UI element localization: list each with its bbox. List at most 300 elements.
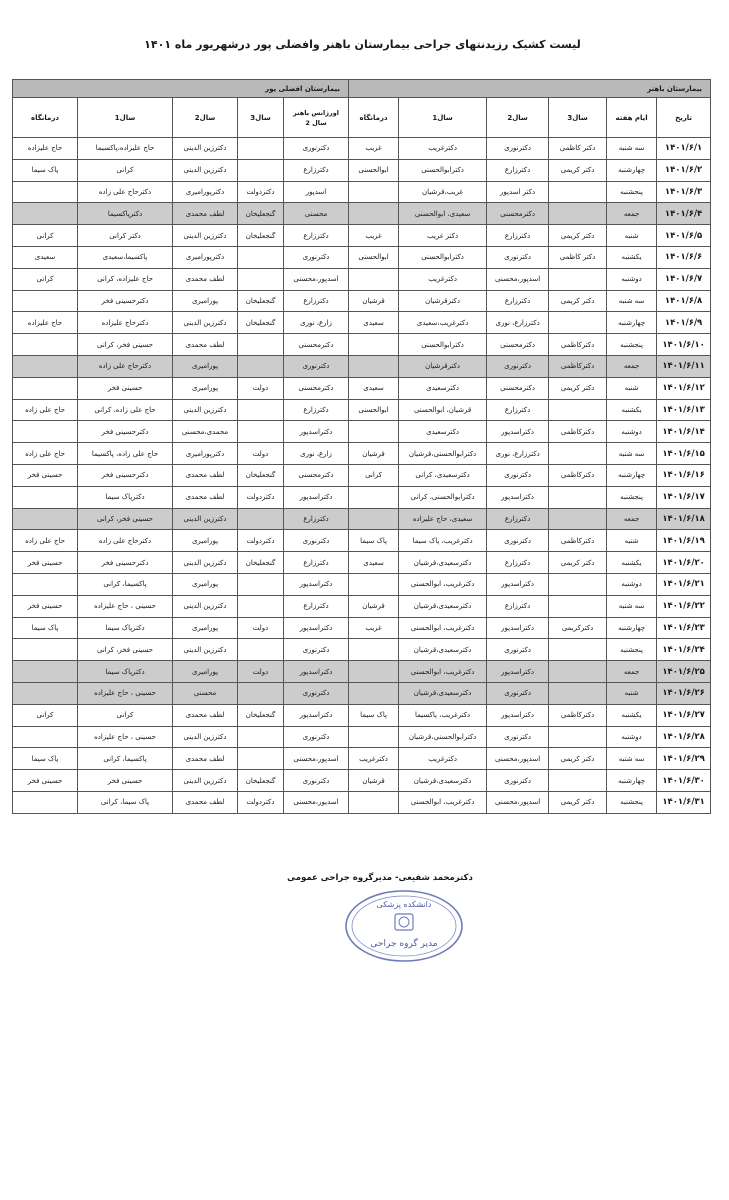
cell-date: ۱۴۰۱/۶/۱ [657,138,711,160]
cell-bahonar-clinic [349,639,399,661]
cell-afzalipour-year1: دکترحاج علی زاده [78,530,173,552]
cell-bahonar-year3 [549,682,607,704]
cell-afzalipour-year2: دکترزین الدینی [173,639,238,661]
table-row [13,138,711,160]
cell-bahonar-clinic: قرشیان [349,595,399,617]
cell-emergency: دکتراسدپور [284,617,349,639]
cell-afzalipour-year1: پاک سیما، کرانی [78,791,173,813]
table-row [13,464,711,486]
cell-emergency: دکترزارع [284,552,349,574]
header-emergency [284,98,349,138]
table-row [13,770,711,792]
cell-bahonar-year2: دکترزارع، نوری [487,443,549,465]
cell-bahonar-year3 [549,726,607,748]
cell-weekday: جمعه [607,355,657,377]
cell-afzalipour-clinic: حسینی فخر [13,464,78,486]
cell-bahonar-clinic [349,661,399,683]
cell-afzalipour-year3: گنجعلیخان [238,290,284,312]
cell-afzalipour-year2: پورامیری [173,530,238,552]
cell-weekday: پنجشنبه [607,486,657,508]
cell-afzalipour-clinic [13,290,78,312]
cell-bahonar-year1: دکترغریب،سعیدی [399,312,487,334]
cell-bahonar-year1: دکترسعیدی،قرشیان [399,552,487,574]
cell-afzalipour-year1: پاکسیما،سعیدی [78,246,173,268]
cell-bahonar-year1: دکترسعیدی،قرشیان [399,595,487,617]
cell-bahonar-year3 [549,508,607,530]
cell-bahonar-year1: غریب،قرشیان [399,181,487,203]
cell-emergency: دکترنوری [284,639,349,661]
cell-emergency: اسدپور،محسنی [284,268,349,290]
cell-afzalipour-year1: دکترحسینی فخر [78,552,173,574]
cell-bahonar-year3 [549,639,607,661]
cell-afzalipour-year1: حاج علیزاده،پاکسیما [78,138,173,160]
cell-bahonar-year1: دکترسعیدی [399,421,487,443]
cell-afzalipour-year3: گنجعلیخان [238,203,284,225]
cell-bahonar-year3: دکترکریمی [549,617,607,639]
hospital-group-row [13,80,711,98]
cell-bahonar-year1: دکترقرشیان [399,355,487,377]
cell-bahonar-year2: دکترزارع [487,508,549,530]
cell-afzalipour-year3 [238,508,284,530]
cell-bahonar-clinic: دکترغریب [349,748,399,770]
cell-bahonar-year2: دکتراسدپور [487,421,549,443]
cell-bahonar-year2: دکتراسدپور [487,661,549,683]
cell-afzalipour-clinic: سعیدی [13,246,78,268]
cell-afzalipour-clinic [13,486,78,508]
cell-weekday: پنجشنبه [607,334,657,356]
cell-weekday: دوشنبه [607,421,657,443]
cell-date: ۱۴۰۱/۶/۶ [657,246,711,268]
cell-afzalipour-clinic: کرانی [13,225,78,247]
cell-afzalipour-year3 [238,726,284,748]
cell-emergency: دکتراسدپور [284,486,349,508]
cell-date: ۱۴۰۱/۶/۹ [657,312,711,334]
cell-afzalipour-year1: کرانی [78,159,173,181]
document-title: لیست کشیک رزیدنتهای جراحی بیمارستان باهنر وافضلی پور درشهریور ماه ۱۴۰۱ [144,38,581,51]
cell-afzalipour-year2: پورامیری [173,290,238,312]
header-emergency-line2: سال 2 [305,118,327,127]
cell-bahonar-year2: دکترنوری [487,138,549,160]
cell-bahonar-year3: دکترکاظمی [549,355,607,377]
cell-bahonar-year1: دکترسعیدی،قرشیان [399,682,487,704]
cell-bahonar-year3 [549,181,607,203]
cell-bahonar-clinic [349,181,399,203]
table-row [13,312,711,334]
cell-afzalipour-clinic: حسینی فخر [13,552,78,574]
cell-afzalipour-year3: دکتردولت [238,486,284,508]
cell-weekday: چهارشنبه [607,617,657,639]
cell-bahonar-year2: اسدپور،محسنی [487,748,549,770]
cell-bahonar-year1: دکترسعیدی،قرشیان [399,770,487,792]
cell-bahonar-year2: دکترمحسنی [487,334,549,356]
cell-bahonar-year2: دکترزارع [487,225,549,247]
cell-bahonar-year3: دکتر کریمی [549,552,607,574]
cell-afzalipour-year2: دکترپورامیری [173,181,238,203]
cell-emergency: دکتراسدپور [284,573,349,595]
cell-weekday: چهارشنبه [607,770,657,792]
cell-afzalipour-year2: دکترزین الدینی [173,595,238,617]
cell-bahonar-clinic: کرانی [349,464,399,486]
cell-emergency: دکترنوری [284,682,349,704]
cell-bahonar-clinic: ابوالحسنی [349,399,399,421]
table-row [13,486,711,508]
cell-bahonar-clinic: سعیدی [349,377,399,399]
cell-afzalipour-clinic: حاج علی زاده [13,399,78,421]
column-header-row [13,98,711,138]
cell-bahonar-year1: دکترابوالحسنی [399,246,487,268]
cell-bahonar-year2: دکترزارع [487,552,549,574]
cell-emergency: دکترنوری [284,770,349,792]
cell-date: ۱۴۰۱/۶/۲۲ [657,595,711,617]
header-date: تاریخ [657,98,711,138]
cell-afzalipour-year2: دکترپورامیری [173,246,238,268]
cell-weekday: جمعه [607,203,657,225]
table-row [13,508,711,530]
cell-weekday: دوشنبه [607,268,657,290]
cell-afzalipour-clinic [13,682,78,704]
cell-afzalipour-year2: پورامیری [173,355,238,377]
cell-weekday: شنبه [607,530,657,552]
cell-afzalipour-year3 [238,421,284,443]
header-afzalipour-year3: سال3 [238,98,284,138]
cell-afzalipour-year2: پورامیری [173,617,238,639]
cell-afzalipour-clinic: حسینی فخر [13,770,78,792]
cell-afzalipour-year2: لطف محمدی [173,704,238,726]
cell-afzalipour-year2: محسنی [173,682,238,704]
header-bahonar-clinic: درمانگاه [349,98,399,138]
cell-afzalipour-year3 [238,246,284,268]
cell-date: ۱۴۰۱/۶/۱۹ [657,530,711,552]
cell-bahonar-year3: دکتر کریمی [549,748,607,770]
table-row [13,573,711,595]
cell-emergency: محسنی [284,203,349,225]
cell-bahonar-clinic: ابوالحسنی [349,246,399,268]
cell-bahonar-year3 [549,312,607,334]
cell-afzalipour-clinic: حاج علیزاده [13,312,78,334]
cell-bahonar-clinic [349,355,399,377]
cell-bahonar-clinic: قرشیان [349,770,399,792]
cell-weekday: چهارشنبه [607,159,657,181]
cell-afzalipour-year3 [238,138,284,160]
cell-afzalipour-year2: دکترزین الدینی [173,508,238,530]
cell-date: ۱۴۰۱/۶/۱۷ [657,486,711,508]
table-row [13,595,711,617]
cell-afzalipour-year3 [238,355,284,377]
cell-bahonar-year2: دکترنوری [487,726,549,748]
table-row [13,203,711,225]
cell-bahonar-year3: دکتر کاظمی [549,138,607,160]
cell-emergency: دکترزارع [284,399,349,421]
cell-bahonar-year2: دکترزارع [487,595,549,617]
cell-bahonar-year1: دکترغریب، ابوالحسنی [399,617,487,639]
cell-afzalipour-clinic: حاج علیزاده [13,138,78,160]
cell-bahonar-year1: دکترغریب [399,138,487,160]
cell-bahonar-year1: دکترسعیدی، کرانی [399,464,487,486]
cell-bahonar-clinic [349,791,399,813]
cell-afzalipour-clinic [13,508,78,530]
cell-afzalipour-year1: دکترحسینی فخر [78,464,173,486]
cell-afzalipour-year3: گنجعلیخان [238,770,284,792]
header-bahonar-year1: سال1 [399,98,487,138]
cell-afzalipour-year1: حسینی فخر [78,377,173,399]
cell-weekday: شنبه [607,377,657,399]
cell-bahonar-year1: دکترابوالحسنی، کرانی [399,486,487,508]
cell-afzalipour-year2: دکترزین الدینی [173,225,238,247]
cell-bahonar-clinic [349,573,399,595]
table-row [13,748,711,770]
cell-bahonar-year2: دکترمحسنی [487,377,549,399]
cell-weekday: پنجشنبه [607,639,657,661]
cell-date: ۱۴۰۱/۶/۱۱ [657,355,711,377]
table-row [13,639,711,661]
table-row [13,617,711,639]
cell-bahonar-year3: دکترکاظمی [549,334,607,356]
cell-emergency: دکتراسدپور [284,421,349,443]
header-weekday: ایام هفته [607,98,657,138]
cell-bahonar-clinic: غریب [349,617,399,639]
cell-bahonar-year1: قرشیان، ابوالحسنی [399,399,487,421]
cell-emergency: اسدپور،محسنی [284,791,349,813]
cell-date: ۱۴۰۱/۶/۱۶ [657,464,711,486]
schedule-sheet [12,79,710,814]
cell-afzalipour-clinic: حسینی فخر [13,595,78,617]
cell-afzalipour-year3: گنجعلیخان [238,552,284,574]
cell-afzalipour-year3 [238,595,284,617]
cell-date: ۱۴۰۱/۶/۲۷ [657,704,711,726]
cell-bahonar-year1: سعیدی، حاج علیزاده [399,508,487,530]
cell-date: ۱۴۰۱/۶/۸ [657,290,711,312]
table-row [13,355,711,377]
header-emergency-line1: اورژانس باهنر [293,108,339,117]
group-afzalipour: بیمارستان افضلی پور [13,80,349,98]
table-row [13,377,711,399]
cell-date: ۱۴۰۱/۶/۱۰ [657,334,711,356]
cell-afzalipour-clinic [13,661,78,683]
header-afzalipour-year1: سال1 [78,98,173,138]
cell-afzalipour-year3: دولت [238,443,284,465]
table-row [13,726,711,748]
cell-weekday: یکشنبه [607,552,657,574]
cell-bahonar-clinic: سعیدی [349,312,399,334]
cell-bahonar-clinic [349,268,399,290]
cell-bahonar-year1: دکترابوالحسنی [399,159,487,181]
cell-bahonar-year3 [549,268,607,290]
cell-bahonar-clinic: ابوالحسنی [349,159,399,181]
cell-date: ۱۴۰۱/۶/۴ [657,203,711,225]
cell-weekday: چهارشنبه [607,464,657,486]
cell-afzalipour-year1: کرانی [78,704,173,726]
stamp-top-text: دانشکده پزشکی [376,900,432,909]
cell-afzalipour-year1: دکترپاکسیما [78,203,173,225]
cell-weekday: شنبه [607,682,657,704]
group-bahonar: بیمارستان باهنر [349,80,711,98]
header-afzalipour-year2: سال2 [173,98,238,138]
cell-bahonar-year1: دکترسعیدی،قرشیان [399,639,487,661]
cell-bahonar-clinic: قرشیان [349,443,399,465]
cell-date: ۱۴۰۱/۶/۱۲ [657,377,711,399]
stamp-bottom-text: مدیر گروه جراحی [370,939,438,949]
cell-emergency: دکتراسدپور [284,704,349,726]
table-row [13,530,711,552]
cell-bahonar-year3 [549,399,607,421]
cell-weekday: پنجشنبه [607,181,657,203]
cell-bahonar-year2: دکتر اسدپور [487,181,549,203]
cell-date: ۱۴۰۱/۶/۱۴ [657,421,711,443]
schedule-rows [13,138,711,814]
cell-afzalipour-year3: گنجعلیخان [238,312,284,334]
cell-bahonar-year1: دکترابوالحسنی،قرشیان [399,726,487,748]
cell-afzalipour-year3: دولت [238,377,284,399]
cell-afzalipour-year2: لطف محمدی [173,791,238,813]
cell-bahonar-clinic [349,334,399,356]
cell-afzalipour-clinic [13,181,78,203]
cell-date: ۱۴۰۱/۶/۲۹ [657,748,711,770]
cell-afzalipour-year1: حسینی فخر، کرانی [78,639,173,661]
cell-emergency: دکترنوری [284,530,349,552]
table-row [13,181,711,203]
cell-bahonar-year2: اسدپور،محسنی [487,791,549,813]
cell-weekday: شنبه [607,225,657,247]
cell-weekday: چهارشنبه [607,312,657,334]
cell-bahonar-year1: دکتر غریب [399,225,487,247]
cell-afzalipour-year1: دکترحاج علی زاده [78,181,173,203]
cell-afzalipour-year2: دکترزین الدینی [173,159,238,181]
cell-afzalipour-year2: پورامیری [173,377,238,399]
cell-bahonar-clinic: غریب [349,138,399,160]
cell-afzalipour-year3: گنجعلیخان [238,704,284,726]
table-row [13,334,711,356]
cell-weekday: دوشنبه [607,573,657,595]
cell-bahonar-year3 [549,203,607,225]
header-bahonar-year2: سال2 [487,98,549,138]
cell-afzalipour-year1: دکترحاج علیزاده [78,312,173,334]
cell-afzalipour-clinic: حاج علی زاده [13,443,78,465]
cell-weekday: یکشنبه [607,246,657,268]
cell-bahonar-year3: دکترکاظمی [549,704,607,726]
cell-afzalipour-year3 [238,748,284,770]
cell-afzalipour-clinic [13,573,78,595]
cell-bahonar-year2: دکترزارع [487,159,549,181]
cell-afzalipour-year2: لطف محمدی [173,334,238,356]
cell-date: ۱۴۰۱/۶/۳ [657,181,711,203]
cell-date: ۱۴۰۱/۶/۲۵ [657,661,711,683]
cell-date: ۱۴۰۱/۶/۱۳ [657,399,711,421]
cell-afzalipour-clinic: کرانی [13,268,78,290]
cell-bahonar-clinic: پاک سیما [349,530,399,552]
header-afzalipour-clinic: درمانگاه [13,98,78,138]
cell-afzalipour-clinic [13,421,78,443]
cell-bahonar-clinic [349,486,399,508]
cell-afzalipour-year3: دکتردولت [238,791,284,813]
cell-emergency: دکترزارع [284,159,349,181]
cell-bahonar-year1: سعیدی، ابوالحسنی [399,203,487,225]
header-bahonar-year3: سال3 [549,98,607,138]
cell-bahonar-year2: دکترنوری [487,246,549,268]
cell-emergency: دکترزارع [284,595,349,617]
cell-emergency: دکترزارع [284,290,349,312]
cell-date: ۱۴۰۱/۶/۲۸ [657,726,711,748]
cell-afzalipour-year2: دکترپورامیری [173,443,238,465]
table-row [13,268,711,290]
cell-afzalipour-year2: دکترزین الدینی [173,399,238,421]
cell-emergency: دکترزارع [284,508,349,530]
cell-emergency: دکترنوری [284,355,349,377]
table-row [13,159,711,181]
cell-emergency: اسدپور [284,181,349,203]
cell-weekday: جمعه [607,508,657,530]
cell-weekday: سه شنبه [607,138,657,160]
cell-bahonar-clinic [349,421,399,443]
cell-afzalipour-year2: لطف محمدی [173,486,238,508]
cell-afzalipour-year1: حاج علی زاده، پاکسیما [78,443,173,465]
cell-afzalipour-year1: حسینی ، حاج علیزاده [78,726,173,748]
cell-bahonar-year3 [549,595,607,617]
cell-bahonar-year1: دکترغریب [399,748,487,770]
cell-emergency: زارع، نوری [284,443,349,465]
cell-bahonar-year2: دکتراسدپور [487,486,549,508]
cell-afzalipour-year2: محمدی،محسنی [173,421,238,443]
cell-afzalipour-year3 [238,682,284,704]
cell-bahonar-year2: دکترنوری [487,464,549,486]
cell-afzalipour-year3 [238,159,284,181]
cell-date: ۱۴۰۱/۶/۵ [657,225,711,247]
cell-date: ۱۴۰۱/۶/۷ [657,268,711,290]
cell-weekday: یکشنبه [607,704,657,726]
cell-emergency: دکتراسدپور [284,661,349,683]
cell-bahonar-year2: دکترنوری [487,530,549,552]
cell-bahonar-year1: دکترغریب، ابوالحسنی [399,661,487,683]
cell-emergency: دکترنوری [284,246,349,268]
cell-emergency: اسدپور،محسنی [284,748,349,770]
cell-bahonar-year3 [549,661,607,683]
cell-date: ۱۴۰۱/۶/۲۱ [657,573,711,595]
cell-bahonar-year1: دکترسعیدی [399,377,487,399]
cell-afzalipour-year3 [238,268,284,290]
cell-afzalipour-year3: گنجعلیخان [238,464,284,486]
cell-afzalipour-year3: دولت [238,661,284,683]
cell-weekday: جمعه [607,661,657,683]
cell-bahonar-year2: دکترنوری [487,682,549,704]
cell-date: ۱۴۰۱/۶/۱۸ [657,508,711,530]
cell-afzalipour-year1: حسینی ، حاج علیزاده [78,682,173,704]
signature-name: دکترمحمد شفیعی- مدیرگروه جراحی عمومی [287,873,473,883]
cell-afzalipour-year1: دکترحسینی فخر [78,421,173,443]
cell-afzalipour-year3: گنجعلیخان [238,225,284,247]
cell-bahonar-year1: دکترغریب، ابوالحسنی [399,791,487,813]
cell-date: ۱۴۰۱/۶/۲ [657,159,711,181]
table-row [13,225,711,247]
table-row [13,791,711,813]
cell-weekday: سه شنبه [607,443,657,465]
cell-afzalipour-year2: پورامیری [173,573,238,595]
cell-bahonar-year2: دکترزارع [487,290,549,312]
cell-bahonar-clinic [349,203,399,225]
cell-bahonar-year1: دکترابوالحسنی [399,334,487,356]
cell-afzalipour-clinic: پاک سیما [13,748,78,770]
cell-afzalipour-clinic [13,791,78,813]
table-row [13,443,711,465]
cell-bahonar-year3 [549,770,607,792]
cell-afzalipour-year1: حسینی فخر، کرانی [78,334,173,356]
cell-date: ۱۴۰۱/۶/۲۰ [657,552,711,574]
cell-bahonar-year3: دکتر کریمی [549,377,607,399]
cell-afzalipour-year1: دکترحسینی فخر [78,290,173,312]
cell-afzalipour-clinic [13,355,78,377]
cell-weekday: سه شنبه [607,290,657,312]
cell-bahonar-clinic: سعیدی [349,552,399,574]
stamp-seal [343,888,465,964]
table-row [13,682,711,704]
